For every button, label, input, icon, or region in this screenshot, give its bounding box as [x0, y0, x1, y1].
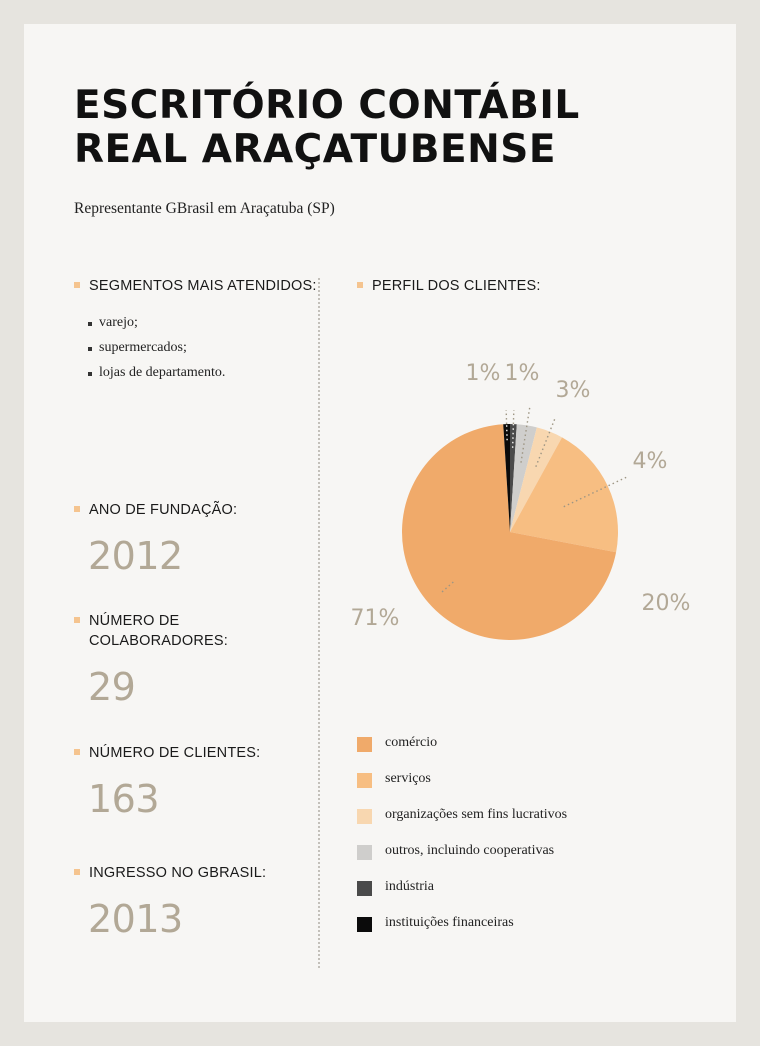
legend-swatch: [357, 737, 372, 752]
clients-label: [89, 743, 260, 763]
column-divider: [318, 278, 320, 968]
legend-label: organizações sem fins lucrativos: [385, 807, 568, 822]
legend-swatch: [357, 917, 372, 932]
segments-label-text: SEGMENTOS MAIS ATENDIDOS:: [89, 278, 317, 294]
founded-value: 2012: [88, 534, 183, 578]
label-bullet-icon: [74, 506, 80, 512]
founded-label-text: ANO DE FUNDAÇÃO:: [89, 502, 238, 518]
label-bullet-icon: [74, 282, 80, 288]
title-line-1: ESCRITÓRIO CONTÁBIL: [74, 83, 580, 128]
label-bullet-icon: [357, 282, 363, 288]
clients-value: 163: [88, 777, 160, 821]
profile-label: [372, 276, 541, 296]
joined-label: [89, 863, 266, 883]
legend-label: indústria: [385, 879, 434, 894]
data-label: 1%: [504, 361, 540, 386]
clients-label-text: NÚMERO DE CLIENTES:: [89, 745, 261, 761]
founded-label: [89, 500, 237, 520]
employees-label-line-1: NÚMERO DE: [89, 613, 180, 629]
segments-label: [89, 276, 317, 296]
segment-item: varejo;: [88, 314, 225, 339]
joined-value: 2013: [88, 897, 183, 941]
legend-swatch: [357, 845, 372, 860]
legend-label: instituições financeiras: [385, 915, 514, 930]
employees-value: 29: [88, 665, 136, 709]
legend-label: outros, incluindo cooperativas: [385, 843, 555, 858]
label-bullet-icon: [74, 869, 80, 875]
legend-swatch: [357, 881, 372, 896]
data-label: 20%: [641, 591, 691, 616]
segments-list: [88, 314, 225, 389]
employees-label: [89, 611, 228, 651]
employees-label-line-2: COLABORADORES:: [89, 633, 228, 649]
segment-item: lojas de departamento.: [88, 364, 225, 389]
legend-swatch: [357, 773, 372, 788]
pie-chart: [340, 350, 720, 670]
page-title: [74, 84, 580, 172]
title-line-2: REAL ARAÇATUBENSE: [74, 127, 556, 172]
data-label: 71%: [350, 606, 400, 631]
legend-swatch: [357, 809, 372, 824]
joined-label-text: INGRESSO NO GBRASIL:: [89, 865, 267, 881]
legend-label: serviços: [385, 771, 431, 786]
legend-label: comércio: [385, 735, 438, 750]
subtitle: Representante GBrasil em Araçatuba (SP): [74, 200, 335, 217]
profile-label-text: PERFIL DOS CLIENTES:: [372, 278, 541, 294]
label-bullet-icon: [74, 749, 80, 755]
data-label: 4%: [632, 449, 668, 474]
data-label: 3%: [555, 378, 591, 403]
segment-item: supermercados;: [88, 339, 225, 364]
data-label: 1%: [465, 361, 501, 386]
label-bullet-icon: [74, 617, 80, 623]
